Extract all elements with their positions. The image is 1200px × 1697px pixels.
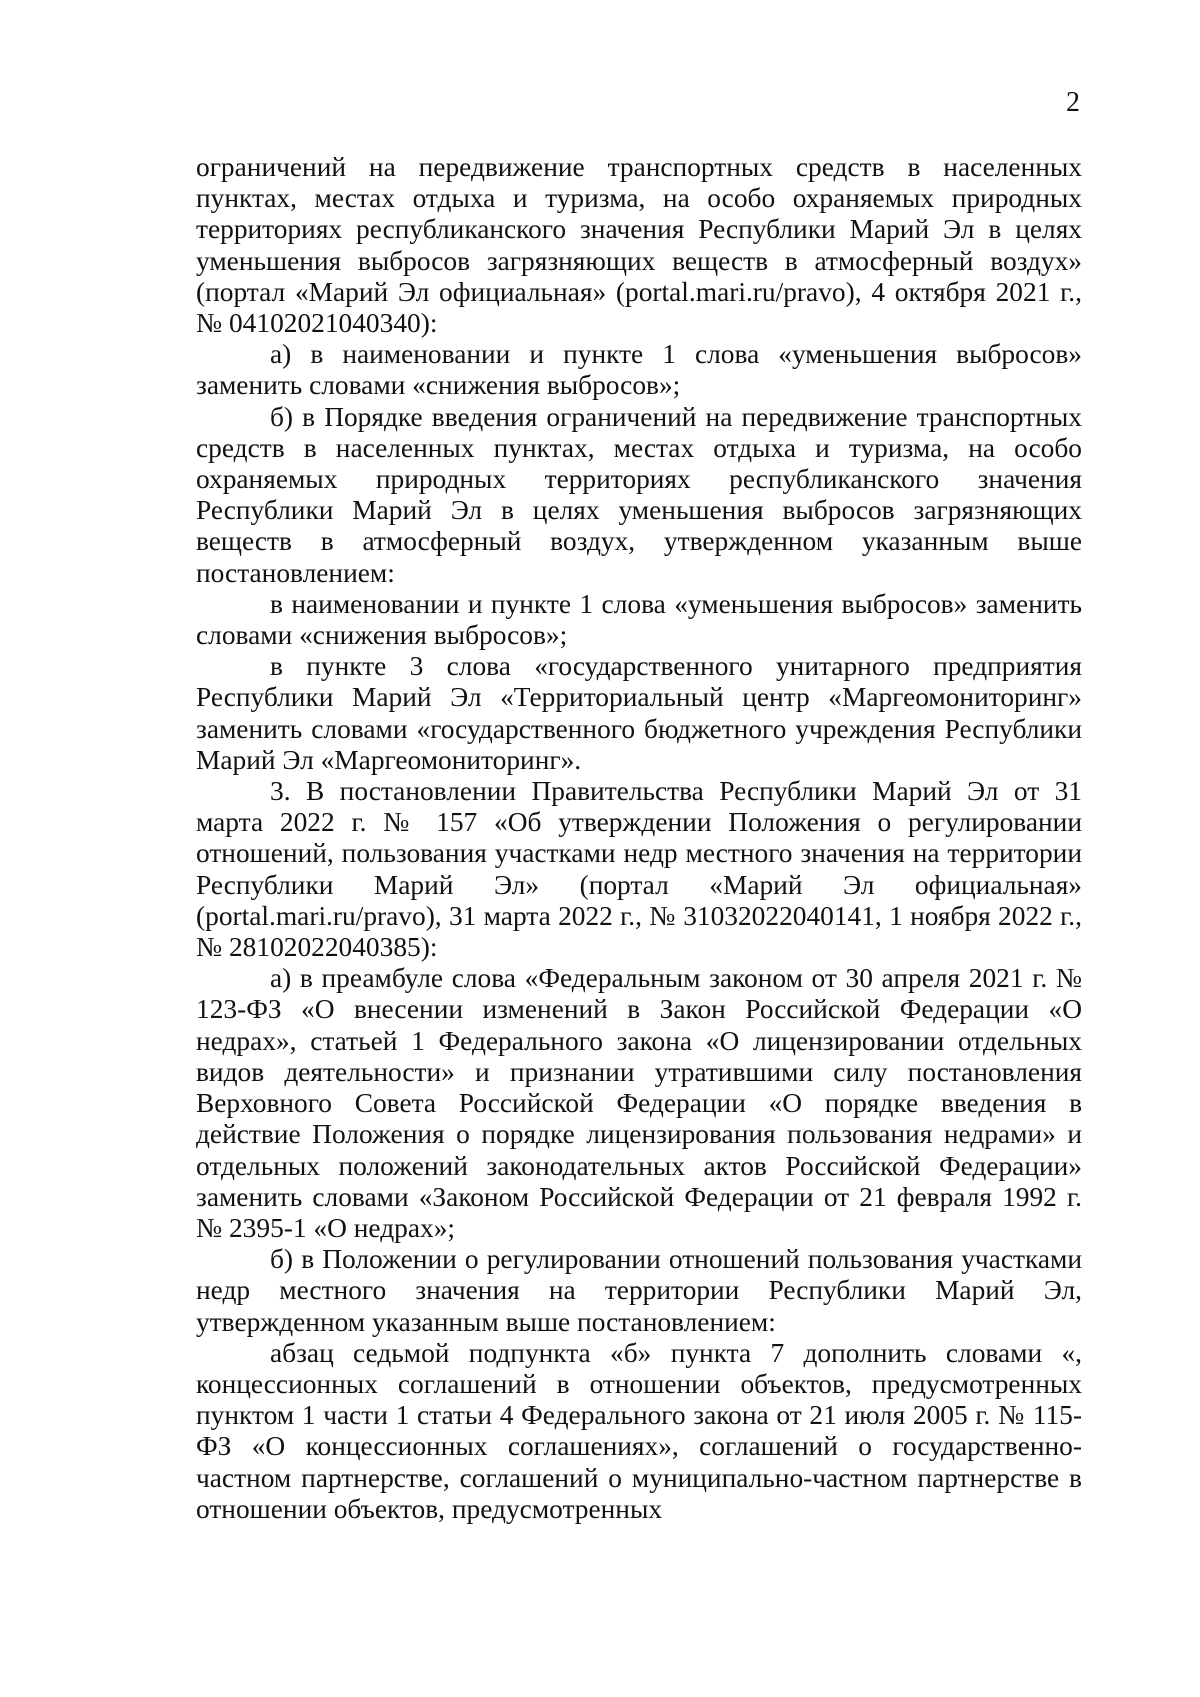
paragraph: ограничений на передвижение транспортных средств в населенных пунктах, местах отдыха и туризма, на особо охраняемых природных территориях республиканского значения Республики Марий Эл в целях уменьшения выбросов загрязняющих веществ в атмосферный воздух» (портал «Марий Эл официальная» (portal.mari.ru/pravo), 4 октября 2021 г., № 04102021040340): (196, 152, 1082, 339)
paragraph: а) в преамбуле слова «Федеральным законом от 30 апреля 2021 г. № 123-ФЗ «О внесении изменений в Закон Российской Федерации «О недрах», статьей 1 Федерального закона «О лицензировании отдельных видов деятельности» и признании утратившими силу постановления Верховного Совета Российской Федерации «О порядке введения в действие Положения о порядке лицензирования пользования недрами» и отдельных положений законодательных актов Российской Федерации» заменить словами «Законом Российской Федерации от 21 февраля 1992 г. № 2395-1 «О недрах»; (196, 963, 1082, 1243)
document-body (196, 152, 1082, 1525)
paragraph: в наименовании и пункте 1 слова «уменьшения выбросов» заменить словами «снижения выбросов»; (196, 588, 1082, 651)
paragraph: в пункте 3 слова «государственного унитарного предприятия Республики Марий Эл «Территориальный центр «Маргеомониторинг» заменить словами «государственного бюджетного учреждения Республики Марий Эл «Маргеомониторинг». (196, 651, 1082, 775)
paragraph: абзац седьмой подпункта «б» пункта 7 дополнить словами «, концессионных соглашений в отношении объектов, предусмотренных пунктом 1 части 1 статьи 4 Федерального закона от 21 июля 2005 г. № 115-ФЗ «О концессионных соглашениях», соглашений о государственно-частном партнерстве, соглашений о муниципально-частном партнерстве в отношении объектов, предусмотренных (196, 1337, 1082, 1524)
paragraph: б) в Порядке введения ограничений на передвижение транспортных средств в населенных пунктах, местах отдыха и туризма, на особо охраняемых природных территориях республиканского значения Республики Марий Эл в целях уменьшения выбросов загрязняющих веществ в атмосферный воздух, утвержденном указанным выше постановлением: (196, 401, 1082, 588)
paragraph: б) в Положении о регулировании отношений пользования участками недр местного значения на территории Республики Марий Эл, утвержденном указанным выше постановлением: (196, 1244, 1082, 1337)
paragraph: а) в наименовании и пункте 1 слова «уменьшения выбросов» заменить словами «снижения выбросов»; (196, 339, 1082, 401)
paragraph: 3. В постановлении Правительства Республики Марий Эл от 31 марта 2022 г. № 157 «Об утверждении Положения о регулировании отношений, пользования участками недр местного значения на территории Республики Марий Эл» (портал «Марий Эл официальная» (portal.mari.ru/pravo), 31 марта 2022 г., № 31032022040141, 1 ноября 2022 г., № 28102022040385): (196, 776, 1082, 963)
page-number: 2 (1066, 87, 1080, 118)
